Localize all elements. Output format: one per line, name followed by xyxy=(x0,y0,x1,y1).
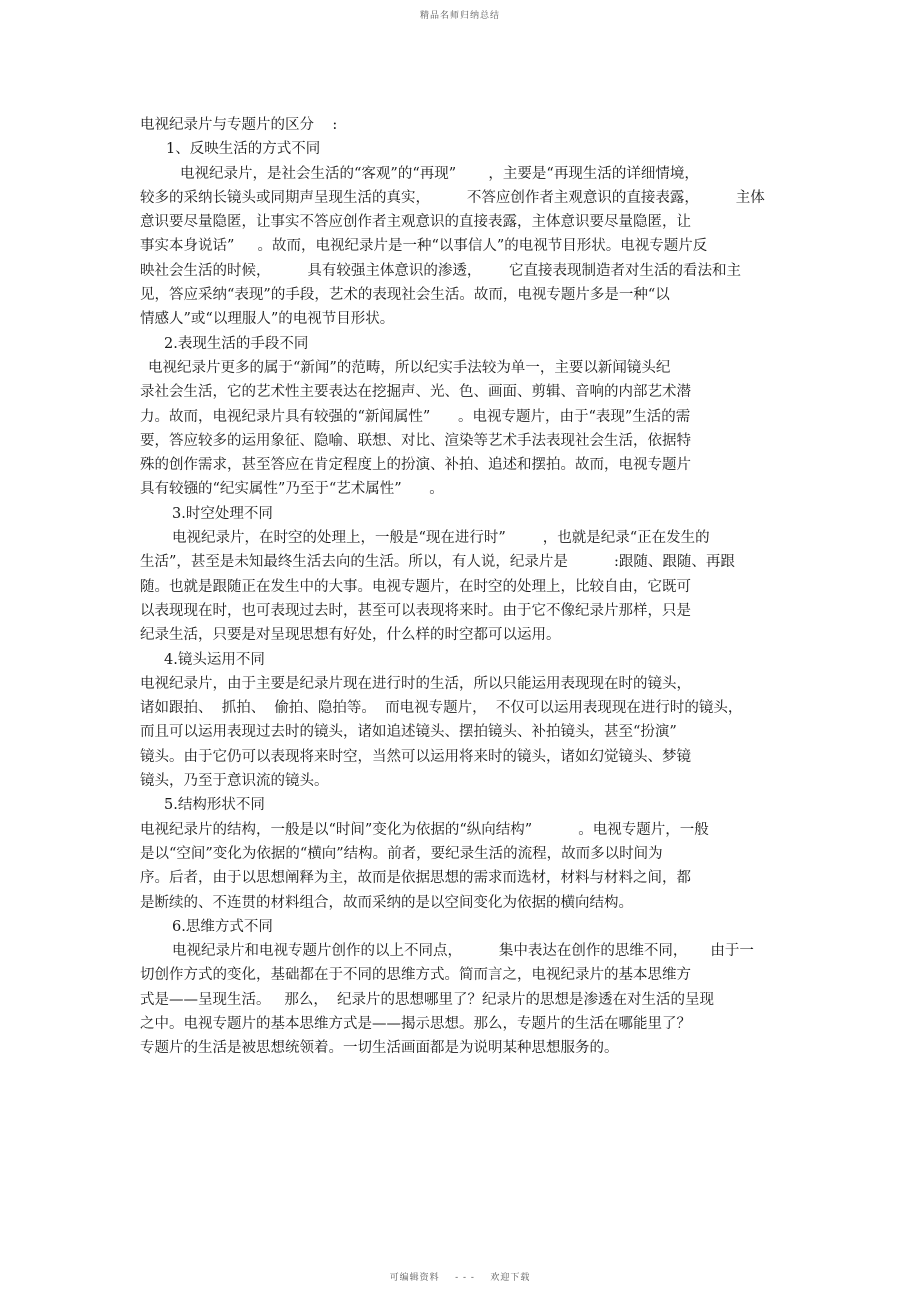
paragraph-line: 电视纪录片，在时空的处理上，一般是“现在进行时” ，也就是纪录“正在发生的 xyxy=(172,530,710,547)
paragraph-line: 而且可以运用表现过去时的镜头，诸如追述镜头、摆拍镜头、补拍镜头，甚至“扮演” xyxy=(140,724,677,741)
paragraph-line: 以表现现在时，也可表现过去时，甚至可以表现将来时。由于它不像纪录片那样，只是 xyxy=(140,602,691,619)
paragraph-line: 电视纪录片，是社会生活的“客观”的“再现” ，主要是“再现生活的详细情境， xyxy=(180,165,699,182)
document-title: 电视纪录片与专题片的区分 : xyxy=(140,117,338,133)
paragraph-line: 镜头，乃至于意识流的镜头。 xyxy=(140,773,329,790)
paragraph-line: 电视纪录片和电视专题片创作的以上不同点， 集中表达在创作的思维不同， 由于一 xyxy=(172,943,754,960)
paragraph-line: 专题片的生活是被思想统领着。一切生活画面都是为说明某种思想服务的。 xyxy=(140,1040,619,1057)
paragraph-line: 见，答应采纳“表现”的手段，艺术的表现社会生活。故而，电视专题片多是一种“以 xyxy=(140,287,670,304)
paragraph-line: 随。也就是跟随正在发生中的大事。电视专题片，在时空的处理上，比较自由，它既可 xyxy=(140,578,691,595)
paragraph-line: 切创作方式的变化，基础都在于不同的思维方式。简而言之，电视纪录片的基本思维方 xyxy=(140,967,691,984)
paragraph-line: 镜头。由于它仍可以表现将来时空，当然可以运用将来时的镜头，诸如幻觉镜头、梦镜 xyxy=(140,748,691,765)
paragraph-line: 诸如跟拍、 抓拍、 偷拍、隐拍等。 而电视专题片， 不仅可以运用表现现在进行时的镜头， xyxy=(140,700,743,717)
paragraph-line: 录社会生活，它的艺术性主要表达在挖掘声、光、色、画面、剪辑、音响的内部艺术潜 xyxy=(140,384,691,401)
paragraph-line: 生活”，甚至是未知最终生活去向的生活。所以，有人说，纪录片是 :跟随、跟随、再跟 xyxy=(140,554,735,571)
paragraph-line: 纪录生活，只要是对呈现思想有好处，什么样的时空都可以运用。 xyxy=(140,627,561,644)
paragraph-line: 式是——呈现生活。 那么， 纪录片的思想哪里了？纪录片的思想是渗透在对生活的呈现 xyxy=(140,991,715,1008)
paragraph-line: 殊的创作需求，甚至答应在肯定程度上的扮演、补拍、追述和摆拍。故而，电视专题片 xyxy=(140,457,691,474)
page-header: 精品名师归纳总结 xyxy=(419,11,500,21)
paragraph-line: 电视纪录片的结构，一般是以“时间”变化为依据的“纵向结构” 。电视专题片，一般 xyxy=(140,821,709,838)
document-body xyxy=(140,113,790,1061)
paragraph-line: 是断续的、不连贯的材料组合，故而采纳的是以空间变化为依据的横向结构。 xyxy=(140,894,633,911)
paragraph-line: 映社会生活的时候， 具有较强主体意识的渗透， 它直接表现制造者对生活的看法和主 xyxy=(140,262,742,279)
paragraph-line: 是以“空间”变化为依据的“横向”结构。前者，要纪录生活的流程，故而多以时间为 xyxy=(140,845,663,862)
section-heading: 4.镜头运用不同 xyxy=(164,651,265,668)
paragraph-line: 具有较镪的“纪实属性”乃至于“艺术属性” 。 xyxy=(140,481,444,498)
paragraph-line: 电视纪录片，由于主要是纪录片现在进行时的生活，所以只能运用表现现在时的镜头， xyxy=(140,675,691,692)
paragraph-line: 序。后者，由于以思想阐释为主，故而是依据思想的需求而选材，材料与材料之间，都 xyxy=(140,870,691,887)
section-heading: 5.结构形状不同 xyxy=(164,797,265,814)
page-footer: 可编辑资料 - - - 欢迎下载 xyxy=(389,1273,531,1283)
paragraph-line: 电视纪录片更多的属于“新闻”的范畴，所以纪实手法较为单一，主要以新闻镜头纪 xyxy=(148,359,671,376)
section-heading: 2.表现生活的手段不同 xyxy=(164,335,309,352)
section-heading: 3.时空处理不同 xyxy=(172,505,273,522)
paragraph-line: 之中。电视专题片的基本思维方式是——揭示思想。那么，专题片的生活在哪能里了？ xyxy=(140,1015,691,1032)
section-heading: 1、反映生活的方式不同 xyxy=(166,141,321,158)
paragraph-line: 力。故而，电视纪录片具有较强的“新闻属性” 。电视专题片，由于“表现”生活的需 xyxy=(140,408,691,425)
paragraph-line: 意识要尽量隐匿，让事实不答应创作者主观意识的直接表露，主体意识要尽量隐匿，让 xyxy=(140,214,691,231)
paragraph-line: 事实本身说话” 。故而，电视纪录片是一种“以事信人”的电视节目形状。电视专题片反 xyxy=(140,238,708,255)
paragraph-line: 情感人”或“以理服人”的电视节目形状。 xyxy=(140,311,395,328)
paragraph-line: 较多的采纳长镜头或同期声呈现生活的真实， 不答应创作者主观意识的直接表露， 主体 xyxy=(140,189,765,206)
paragraph-line: 要，答应较多的运用象征、隐喻、联想、对比、渲染等艺术手法表现社会生活，依据特 xyxy=(140,432,691,449)
section-heading: 6.思维方式不同 xyxy=(172,918,273,935)
